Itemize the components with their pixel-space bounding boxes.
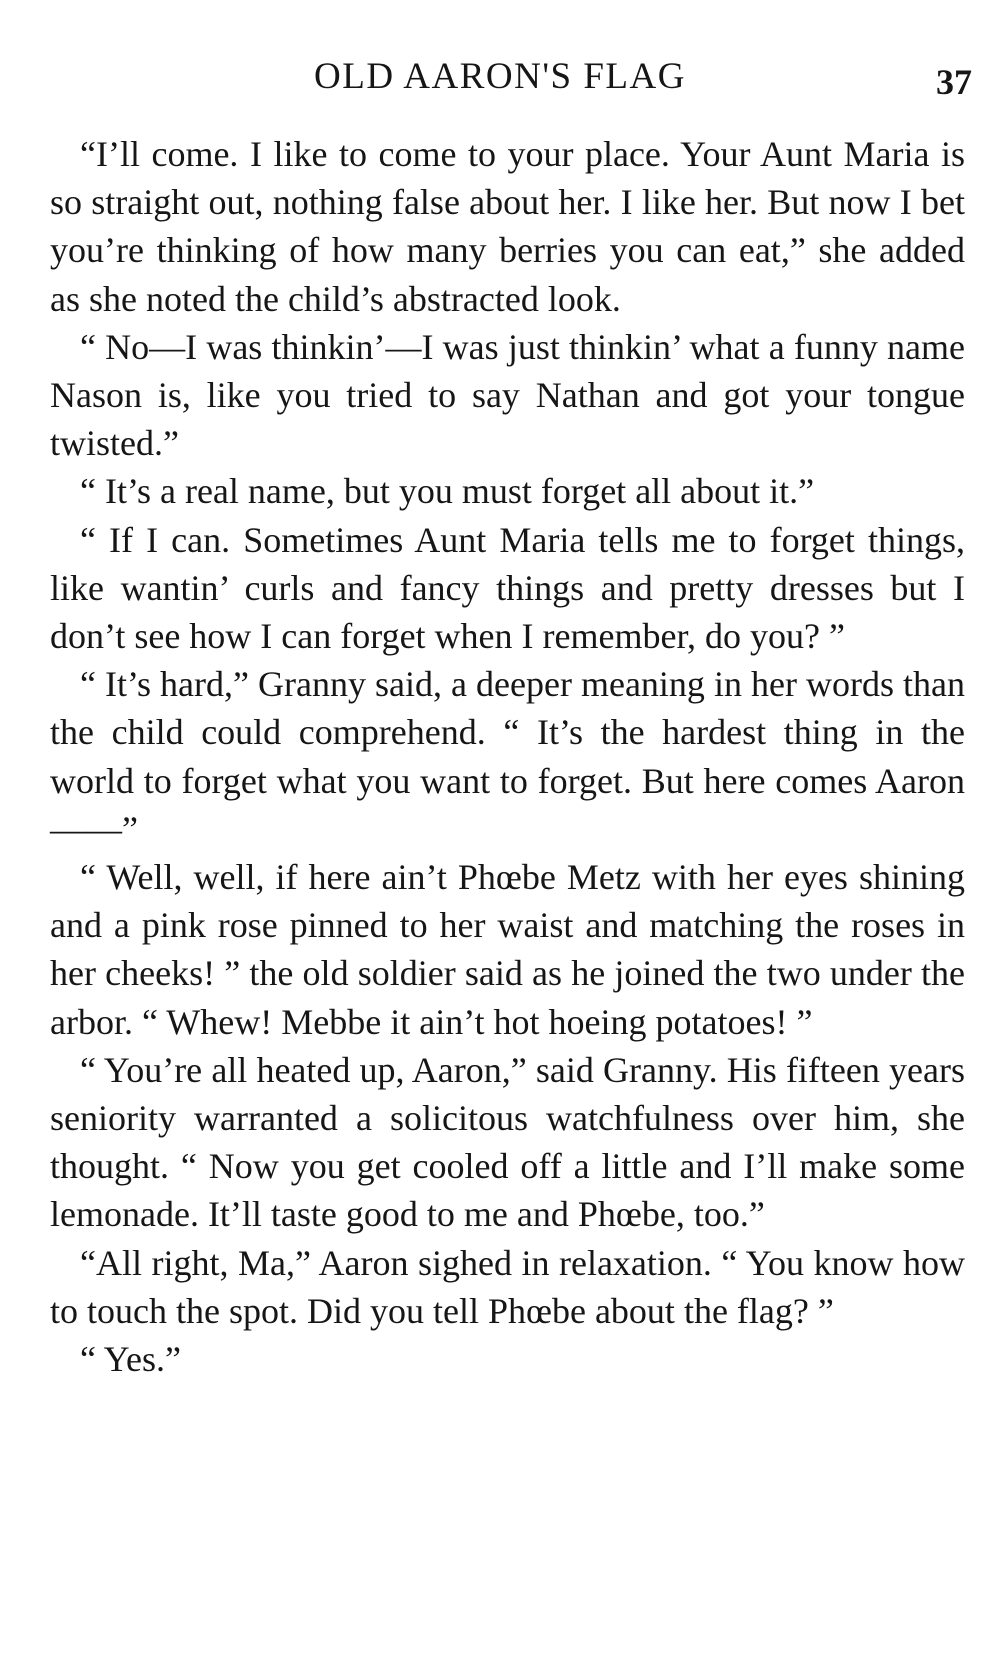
page-number: 37: [936, 62, 972, 102]
paragraph: “ Well, well, if here ain’t Phœbe Metz with her eyes shining and a pink rose pinned to her waist and matching the roses in her cheeks! ” the old soldier said as he joined the two under the arbor. “ Whew! Mebbe it ain’t hot hoeing potatoes! ”: [50, 857, 965, 1042]
chapter-title: OLD AARON'S FLAG: [314, 56, 686, 97]
paragraph: “ No—I was thinkin’—I was just thinkin’ what a funny name Nason is, like you tried to say Nathan and got your tongue twisted.”: [50, 326, 965, 464]
paragraph: “All right, Ma,” Aaron sighed in relaxation. “ You know how to touch the spot. Did you tell Phœbe about the flag? ”: [50, 1242, 965, 1331]
paragraph: “ It’s hard,” Granny said, a deeper meaning in her words than the child could comprehend. “ It’s the hardest thing in the world to forget what you want to forget. But here comes Aaron ——”: [50, 664, 965, 849]
body-text: [50, 130, 965, 1383]
running-head: [0, 52, 1000, 102]
paragraph: “ You’re all heated up, Aaron,” said Granny. His fifteen years seniority warranted a solicitous watchfulness over him, she thought. “ Now you get cooled off a little and I’ll make some lemonade. It’ll taste good to me and Phœbe, too.”: [50, 1049, 965, 1235]
paragraph: “I’ll come. I like to come to your place. Your Aunt Maria is so straight out, nothing false about her. I like her. But now I bet you’re thinking of how many berries you can eat,” she added as she noted the child’s abstracted look.: [50, 134, 965, 319]
paragraph: “ If I can. Sometimes Aunt Maria tells me to forget things, like wantin’ curls and fancy things and pretty dresses but I don’t see how I can forget when I remember, do you? ”: [50, 519, 965, 657]
paragraph: “ Yes.”: [80, 1339, 182, 1380]
paragraph: “ It’s a real name, but you must forget all about it.”: [80, 471, 815, 512]
